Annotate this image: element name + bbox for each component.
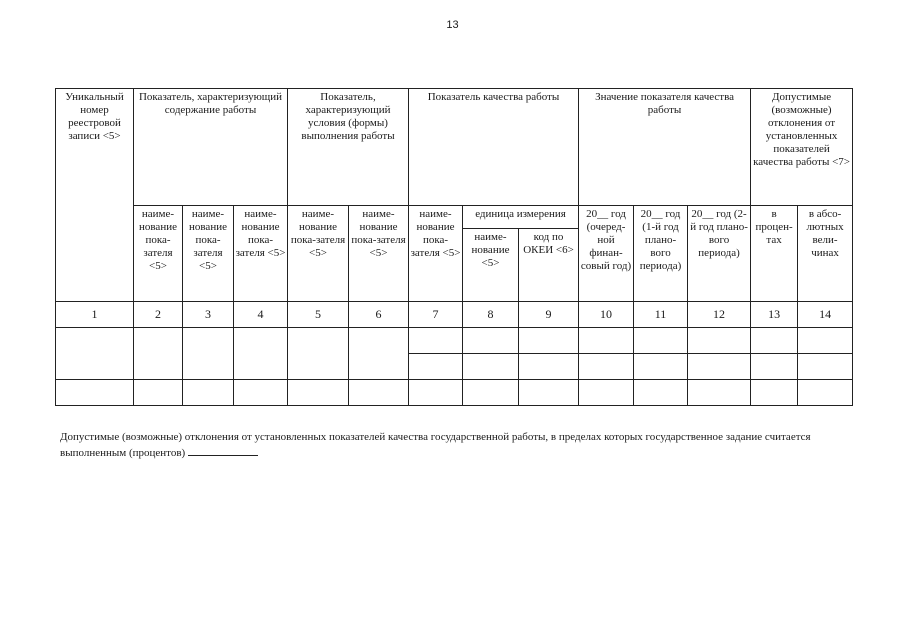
header-year-first-plan: 20__ год (1-й год плано-вого периода) [634, 206, 688, 302]
table-cell [634, 328, 688, 354]
header-quality-value: Значение показателя качества работы [579, 89, 751, 206]
table-cell [409, 380, 463, 406]
table-cell [349, 328, 409, 380]
column-number: 10 [579, 302, 634, 328]
column-number: 4 [234, 302, 288, 328]
table-cell [751, 354, 798, 380]
table-cell [234, 328, 288, 380]
header-indicator-name-3: наиме-нование пока-зателя <5> [234, 206, 288, 302]
column-number: 3 [183, 302, 234, 328]
table-cell [688, 380, 751, 406]
header-in-absolute: в абсо-лютных вели-чинах [798, 206, 853, 302]
table-cell [234, 380, 288, 406]
column-number: 11 [634, 302, 688, 328]
table-cell [634, 380, 688, 406]
table-cell [579, 354, 634, 380]
header-indicator-name-4: наиме-нование пока-зателя <5> [288, 206, 349, 302]
header-indicator-name-5: наиме-нование пока-зателя <5> [349, 206, 409, 302]
table-cell [463, 354, 519, 380]
table-cell [288, 380, 349, 406]
table-cell [579, 328, 634, 354]
header-allowed-deviations: Допустимые (возможные) отклонения от установленных показателей качества работы <7> [751, 89, 853, 206]
column-number: 1 [56, 302, 134, 328]
blank-fill-line [188, 445, 258, 456]
table-cell [134, 328, 183, 380]
header-indicator-name-1: наиме-нование пока-зателя <5> [134, 206, 183, 302]
header-unit-of-measure: единица измерения [463, 206, 579, 229]
table-cell [56, 380, 134, 406]
table-cell [519, 354, 579, 380]
column-number: 5 [288, 302, 349, 328]
table-cell [134, 380, 183, 406]
table-cell [463, 328, 519, 354]
header-unique-number: Уникальный номер реестровой записи <5> [56, 89, 134, 302]
column-number: 8 [463, 302, 519, 328]
table-cell [349, 380, 409, 406]
page-number: 13 [446, 19, 459, 31]
header-unit-name: наиме-нование <5> [463, 229, 519, 302]
header-year-second-plan: 20__ год (2-й год плано-вого периода) [688, 206, 751, 302]
header-in-percent: в процен-тах [751, 206, 798, 302]
table-cell [56, 328, 134, 380]
table-cell [688, 328, 751, 354]
table-cell [183, 380, 234, 406]
header-year-current: 20__ год (очеред-ной финан-совый год) [579, 206, 634, 302]
table-cell [463, 380, 519, 406]
table-cell [798, 354, 853, 380]
header-indicator-conditions: Показатель, характеризующий условия (формы) выполнения работы [288, 89, 409, 206]
table-cell [519, 328, 579, 354]
footer-note [60, 430, 855, 461]
column-number: 13 [751, 302, 798, 328]
column-number: 6 [349, 302, 409, 328]
table-cell [688, 354, 751, 380]
quality-indicators-table [55, 88, 853, 406]
table-cell [634, 354, 688, 380]
column-number: 12 [688, 302, 751, 328]
table-cell [579, 380, 634, 406]
header-indicator-name-2: наиме-нование пока-зателя <5> [183, 206, 234, 302]
table-cell [183, 328, 234, 380]
table-cell [519, 380, 579, 406]
table-cell [288, 328, 349, 380]
header-okei-code: код по ОКЕИ <6> [519, 229, 579, 302]
header-indicator-content: Показатель, характеризующий содержание работы [134, 89, 288, 206]
table-cell [751, 328, 798, 354]
table-cell [798, 380, 853, 406]
table-cell [798, 328, 853, 354]
column-number: 14 [798, 302, 853, 328]
column-number: 2 [134, 302, 183, 328]
header-indicator-name-6: наиме-нование пока-зателя <5> [409, 206, 463, 302]
column-number: 9 [519, 302, 579, 328]
table-cell [409, 354, 463, 380]
table-cell [409, 328, 463, 354]
column-number: 7 [409, 302, 463, 328]
table-cell [751, 380, 798, 406]
footer-note-text: Допустимые (возможные) отклонения от установленных показателей качества государственной работы, в пределах которых государственное задание считается выполненным (процентов) [60, 431, 811, 459]
header-quality-indicator: Показатель качества работы [409, 89, 579, 206]
